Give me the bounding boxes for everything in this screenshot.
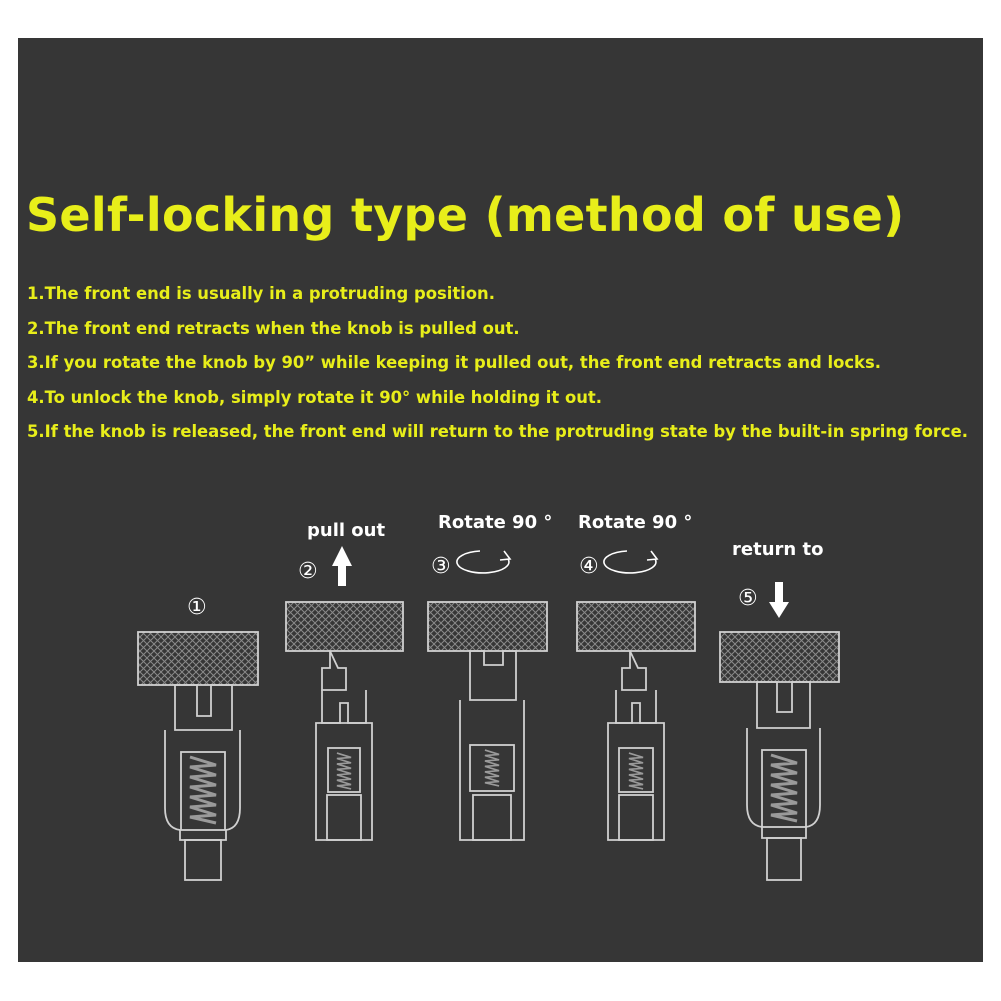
plunger-5 [720,632,839,880]
step-number-3: ③ [431,554,451,579]
down-arrow-icon [769,582,789,618]
step-number-5: ⑤ [738,586,758,611]
pull-out-label: pull out [307,520,386,541]
return-to-label: return to [732,539,824,560]
step-5-text: 5.If the knob is released, the front end will return to the protruding state by the built-in spring force. [27,422,968,441]
rotate-arrow-icon [457,551,510,573]
rotate-label-step-4: Rotate 90 ° [578,512,693,533]
plunger-3 [428,602,547,840]
rotate-arrow-icon [604,551,657,573]
step-number-2: ② [298,559,318,584]
plunger-4 [577,602,695,840]
step-1-text: 1.The front end is usually in a protruding position. [27,284,495,303]
plunger-2 [286,602,403,840]
up-arrow-icon [332,546,352,586]
step-number-4: ④ [579,554,599,579]
step-number-1: ① [187,595,207,620]
step-3-text: 3.If you rotate the knob by 90” while keeping it pulled out, the front end retracts and locks. [27,353,881,372]
page-title: Self-locking type (method of use) [26,188,905,242]
plunger-1 [138,632,258,880]
rotate-label-step-3: Rotate 90 ° [438,512,553,533]
step-2-text: 2.The front end retracts when the knob is pulled out. [27,318,520,338]
step-4-text: 4.To unlock the knob, simply rotate it 90° while holding it out. [27,387,602,407]
